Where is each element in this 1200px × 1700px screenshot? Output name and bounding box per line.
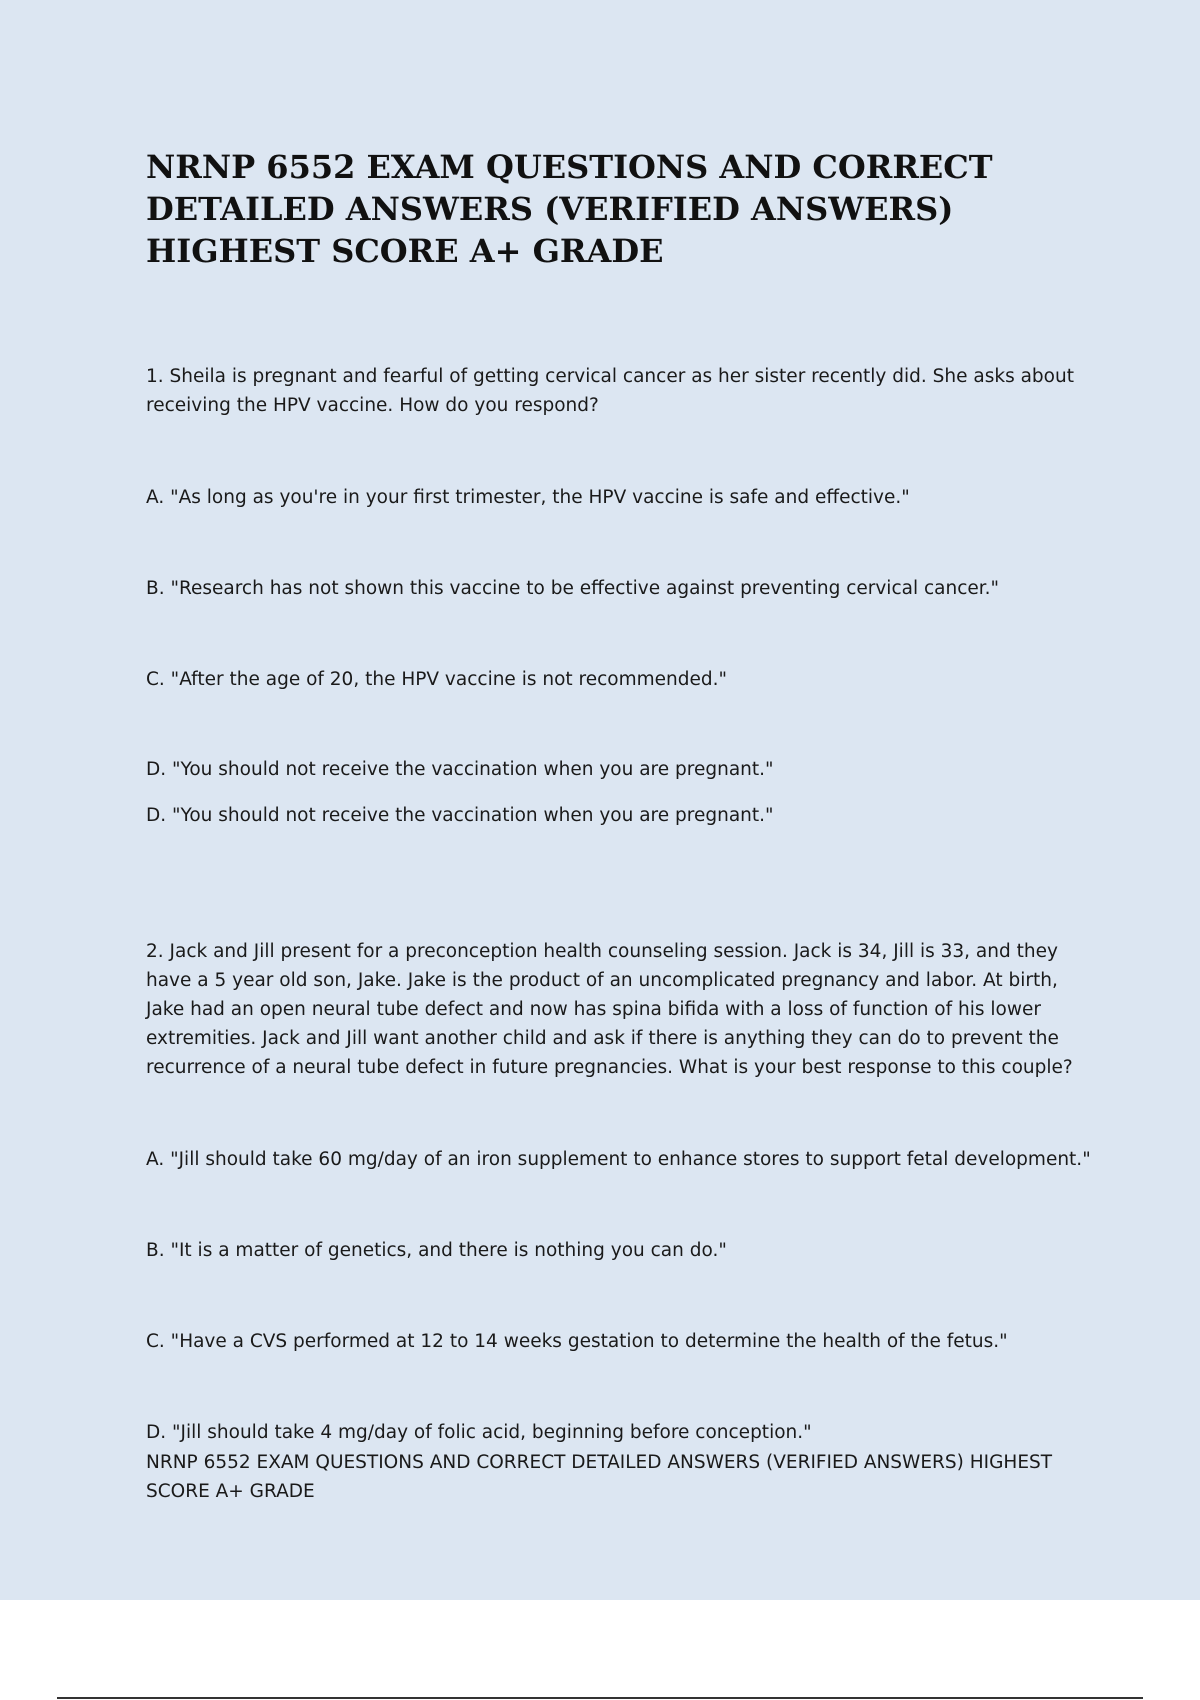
question-1-answer: D. "You should not receive the vaccination when you are pregnant."	[146, 805, 774, 826]
footer-divider	[57, 1697, 1143, 1699]
question-2-option-c: C. "Have a CVS performed at 12 to 14 weeks gestation to determine the health of the fetus."	[146, 1331, 1008, 1352]
question-1-option-d: D. "You should not receive the vaccination when you are pregnant."	[146, 759, 774, 780]
question-1-option-a: A. "As long as you're in your first trimester, the HPV vaccine is safe and effective."	[146, 487, 910, 508]
question-1-option-b: B. "Research has not shown this vaccine to be effective against preventing cervical cancer."	[146, 578, 1000, 599]
question-2-option-a: A. "Jill should take 60 mg/day of an iron supplement to enhance stores to support fetal development."	[146, 1149, 1091, 1170]
question-2-text: 2. Jack and Jill present for a preconception health counseling session. Jack is 34, Jill is 33, and they have a 5 year old son, Jake. Jake is the product of an uncomplicated pregnancy and labor. At birth, Jake had an open neural tube defect and now has spina bifida with a loss of function of his lower extremities. Jack and Jill want another child and ask if there is anything they can do to prevent the recurrence of a neural tube defect in future pregnancies. What is your best response to this couple?	[146, 941, 1073, 1078]
question-2-option-d: D. "Jill should take 4 mg/day of folic acid, beginning before conception."	[146, 1422, 812, 1443]
document-title: NRNP 6552 EXAM QUESTIONS AND CORRECT DETAILED ANSWERS (VERIFIED ANSWERS) HIGHEST SCORE A+ GRADE	[146, 148, 993, 270]
question-1-text: 1. Sheila is pregnant and fearful of getting cervical cancer as her sister recently did. She asks about receiving the HPV vaccine. How do you respond?	[146, 366, 1074, 416]
question-1-option-c: C. "After the age of 20, the HPV vaccine is not recommended."	[146, 669, 728, 690]
running-footer: NRNP 6552 EXAM QUESTIONS AND CORRECT DETAILED ANSWERS (VERIFIED ANSWERS) HIGHEST SCORE A+ GRADE	[146, 1452, 1053, 1502]
question-2-option-b: B. "It is a matter of genetics, and there is nothing you can do."	[146, 1240, 727, 1261]
